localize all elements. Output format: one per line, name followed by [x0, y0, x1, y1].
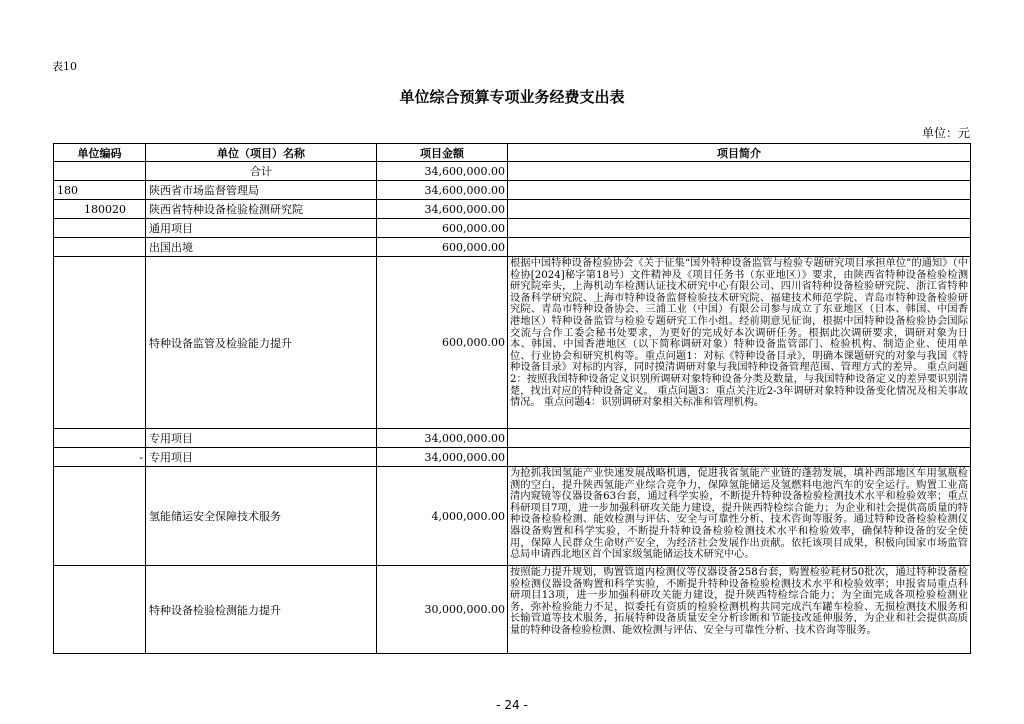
cell-amount: 34,600,000.00: [377, 200, 508, 219]
cell-name: 出国出境: [146, 238, 377, 257]
cell-desc: [508, 200, 971, 219]
cell-code: [54, 566, 146, 654]
table-row: [54, 566, 971, 654]
unit-label: 单位：元: [921, 126, 970, 140]
cell-amount: 600,000.00: [377, 238, 508, 257]
cell-amount: 34,000,000.00: [377, 429, 508, 448]
cell-code: 180: [54, 181, 146, 200]
cell-code: [54, 162, 146, 181]
table-row: [54, 448, 971, 467]
cell-code: [54, 429, 146, 448]
table-row: [54, 467, 971, 566]
cell-code: [54, 257, 146, 429]
cell-desc: 根据中国特种设备检验协会《关于征集“国外特种设备监管与检验专题研究项目承担单位”的通知》（中检协[2024]秘字第18号）文件精神及《项目任务书（东亚地区）》要求，由陕西省特种设备检验检测研究院牵头，上海机动车检测认证技术研究中心有限公司、四川省特种设备检验研究院、浙江省特种设备科学研究院、上海市特种设备监督检验技术研究院、福建技术师范学院、青岛市特种设备检验研究院、青岛市特种设备协会、三浦工业（中国）有限公司参与成立了东亚地区（日本、韩国、中国香港地区）特种设备监管与检验专题研究工作小组。经前期意见征询，根据中国特种设备检验协会国际交流与合作工委会秘书处要求，为更好的完成好本次调研任务。根据此次调研要求，调研对象为日本、韩国、中国香港地区（以下简称调研对象）特种设备监管部门、检验机构、制造企业、使用单位、行业协会和研究机构等。重点问题1：对标《特种设备目录》，明确本课题研究的对象与我国《特种设备目录》对标的内容，同时摸清调研对象与我国特种设备管理范围、管理方式的差异。 重点问题2：按照我国特种设备定义识别所调研对象特种设备分类及数量，与我国特种设备定义的差异要识别清楚，找出对应的特种设备定义。 重点问题3：重点关注近2-3年调研对象特种设备变化情况及相关事故情况。 重点问题4：识别调研对象相关标准和管理机构。: [508, 257, 971, 429]
cell-code: [54, 219, 146, 238]
table-header-row: [54, 144, 971, 162]
cell-desc: [508, 181, 971, 200]
page-title: 单位综合预算专项业务经费支出表: [399, 88, 625, 106]
cell-amount: 30,000,000.00: [377, 566, 508, 654]
header-name: 单位（项目）名称: [146, 144, 377, 162]
cell-amount: 600,000.00: [377, 219, 508, 238]
cell-name: 合计: [146, 162, 377, 181]
cell-amount: 600,000.00: [377, 257, 508, 429]
cell-desc: [508, 219, 971, 238]
table-row: [54, 257, 971, 429]
table-row: [54, 181, 971, 200]
cell-desc: [508, 429, 971, 448]
cell-name: 氢能储运安全保障技术服务: [146, 467, 377, 566]
cell-desc: 为抢抓我国氢能产业快速发展战略机遇，促进我省氢能产业链的蓬勃发展，填补西部地区车用氢瓶检测的空白，提升陕西氢能产业综合竞争力，保障氢能储运及氢燃料电池汽车的安全运行。购置工业高清内窥镜等仪器设备63台套，通过科学实验，不断提升特种设备检验检测技术水平和检验效率；重点科研项目7项，进一步加强科研攻关能力建设，提升陕西特检综合能力；为企业和社会提供高质量的特种设备检验检测、能效检测与评估、安全与可靠性分析、技术咨询等服务。通过特种设备检验检测仪器设备购置和科学实验，不断提升特种设备检验检测技术水平和检验效率，确保特种设备的安全使用，保障人民群众生命财产安全，为经济社会发展作出贡献。依托该项目成果，积极向国家市场监管总局申请西北地区首个国家级氢能储运技术研究中心。: [508, 467, 971, 566]
table-row: [54, 219, 971, 238]
table-row: [54, 200, 971, 219]
cell-name: 陕西省特种设备检验检测研究院: [146, 200, 377, 219]
header-amount: 项目金额: [377, 144, 508, 162]
table-row: [54, 238, 971, 257]
cell-name: 通用项目: [146, 219, 377, 238]
cell-name: 陕西省市场监督管理局: [146, 181, 377, 200]
table-number: 表10: [52, 60, 77, 73]
page-number: - 24 -: [496, 698, 528, 712]
cell-amount: 34,000,000.00: [377, 448, 508, 467]
cell-name: 特种设备监管及检验能力提升: [146, 257, 377, 429]
cell-desc: [508, 238, 971, 257]
table-row: [54, 162, 971, 181]
table-row: [54, 429, 971, 448]
cell-desc: [508, 448, 971, 467]
cell-name: 专用项目: [146, 429, 377, 448]
cell-desc: 按照能力提升规划，购置管道内检测仪等仪器设备258台套，购置检验耗材50批次，通过特种设备检验检测仪器设备购置和科学实验，不断提升特种设备检验检测技术水平和检验效率；申报省局重点科研项目13项，进一步加强科研攻关能力建设，提升陕西特检综合能力；为全面完成各项检验检测业务，弥补检验能力不足，拟委托有资质的检验检测机构共同完成汽车罐车检验、无损检测技术服务和长输管道等技术服务，拓展特种设备质量安全分析诊断和节能技改延伸服务，为企业和社会提供高质量的特种设备检验检测、能效检测与评估、安全与可靠性分析、技术咨询等服务。: [508, 566, 971, 654]
cell-amount: 4,000,000.00: [377, 467, 508, 566]
cell-code: -: [54, 448, 146, 467]
cell-code: 180020: [54, 200, 146, 219]
cell-desc: [508, 162, 971, 181]
expenditure-table: [53, 143, 971, 654]
cell-code: [54, 238, 146, 257]
cell-amount: 34,600,000.00: [377, 162, 508, 181]
header-code: 单位编码: [54, 144, 146, 162]
cell-name: 特种设备检验检测能力提升: [146, 566, 377, 654]
cell-name: 专用项目: [146, 448, 377, 467]
header-desc: 项目简介: [508, 144, 971, 162]
cell-code: [54, 467, 146, 566]
cell-amount: 34,600,000.00: [377, 181, 508, 200]
